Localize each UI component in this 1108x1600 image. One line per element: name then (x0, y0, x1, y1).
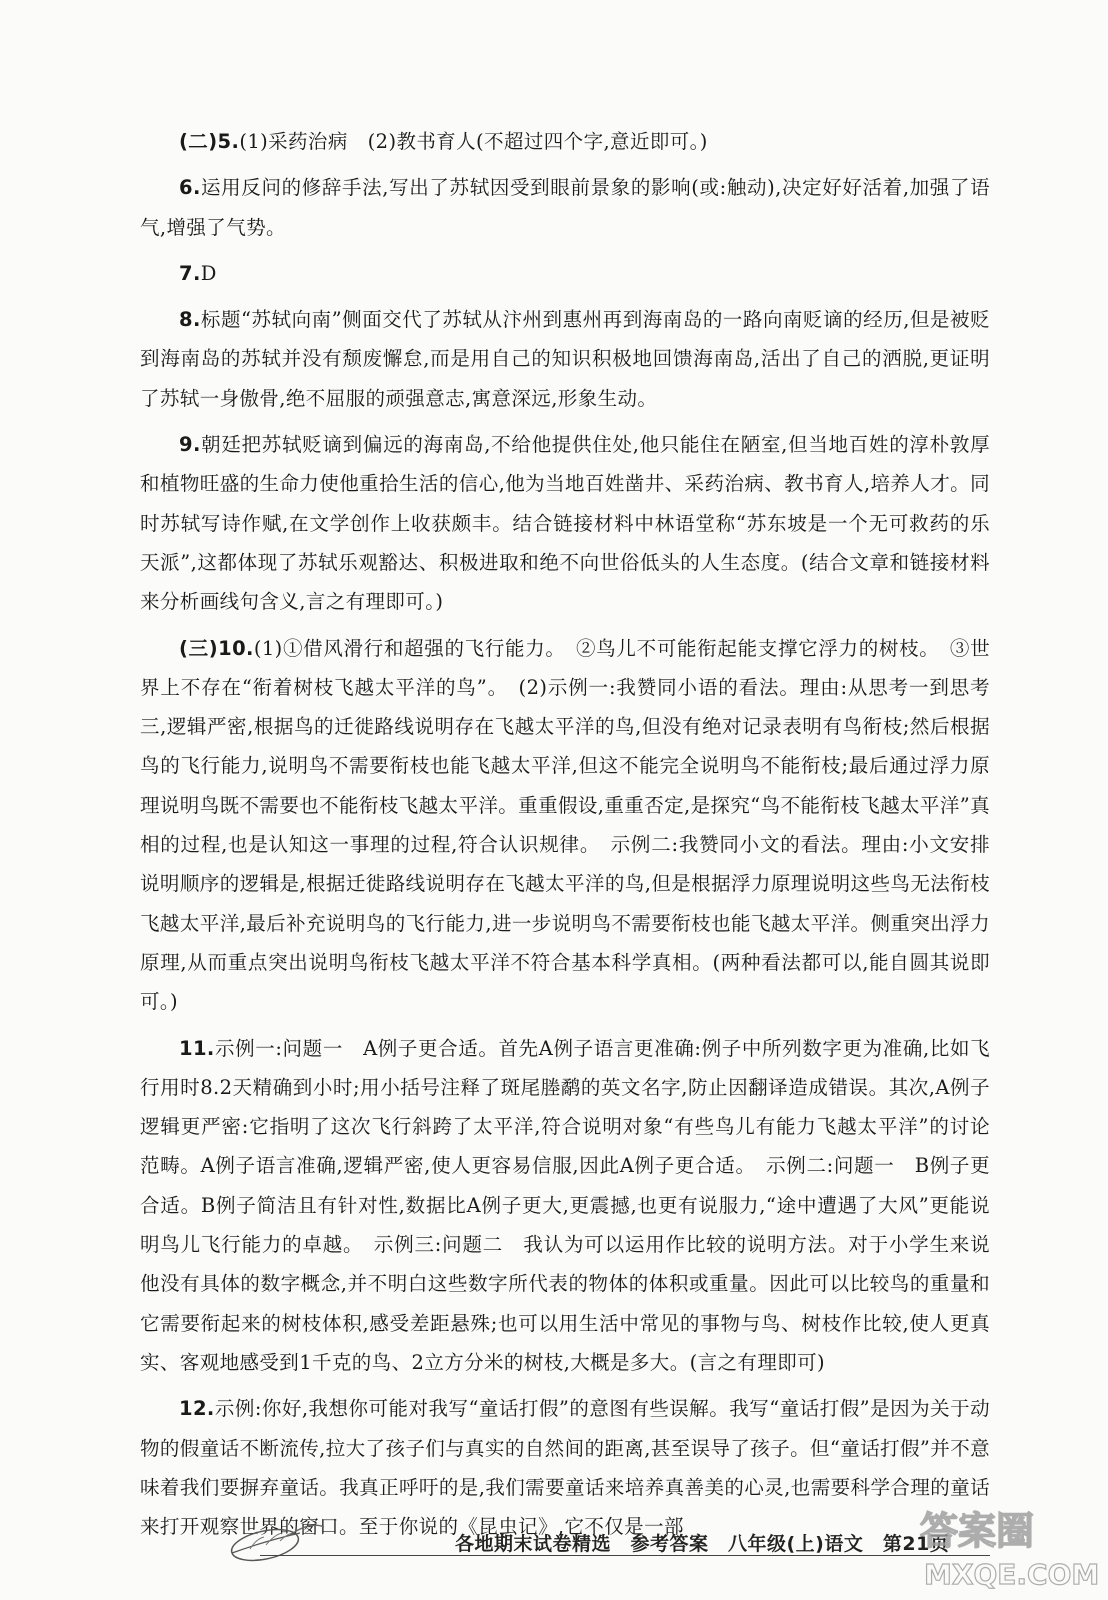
answer-paragraph-11 (140, 1029, 990, 1383)
watermark-brand: 答案圈 (920, 1509, 1035, 1553)
question-number: 7. (179, 261, 201, 285)
leaf-ornament-icon (220, 1511, 330, 1571)
answer-paragraph-5 (140, 122, 990, 161)
answer-text: D (200, 261, 217, 285)
question-number: (二)5. (179, 130, 240, 153)
answer-content (140, 122, 990, 1546)
answer-text: (1)①借风滑行和超强的飞行能力。 ②鸟儿不可能衔起能支撑它浮力的树枝。 ③世界上不存在“衔着树枝飞越太平洋的鸟”。 (2)示例一:我赞同小语的看法。理由:从思考一到思考三,逻辑严密,根据鸟的迁徙路线说明存在飞越太平洋的鸟,但没有绝对记录表明有鸟衔枝;然后根据鸟的飞行能力,说明鸟不需要衔枝也能飞越太平洋,但这不能完全说明鸟不能衔枝;最后通过浮力原理说明鸟既不需要也不能衔枝飞越太平洋。重重假设,重重否定,是探究“鸟不能衔枝飞越太平洋”真相的过程,也是认知这一事理的过程,符合认识规律。 示例二:我赞同小文的看法。理由:小文安排说明顺序的逻辑是,根据迁徙路线说明存在飞越太平洋的鸟,但是根据浮力原理说明这些鸟无法衔枝飞越太平洋,最后补充说明鸟的飞行能力,进一步说明鸟不需要衔枝也能飞越太平洋。侧重突出浮力原理,从而重点突出说明鸟衔枝飞越太平洋不符合基本科学真相。(两种看法都可以,能自圆其说即可。) (140, 636, 990, 1014)
question-number: 12. (179, 1397, 215, 1421)
answer-text: 示例一:问题一 A例子更合适。首先A例子语言更准确:例子中所列数字更为准确,比如飞行用时8.2天精确到小时;用小括号注释了斑尾塍鹬的英文名字,防止因翻译造成错误。其次,A例子逻辑更严密:它指明了这次飞行斜跨了太平洋,符合说明对象“有些鸟儿有能力飞越太平洋”的讨论范畴。A例子语言准确,逻辑严密,使人更容易信服,因此A例子更合适。 示例二:问题一 B例子更合适。B例子简洁且有针对性,数据比A例子更大,更震撼,也更有说服力,“途中遭遇了大风”更能说明鸟儿飞行能力的卓越。 示例三:问题二 我认为可以运用作比较的说明方法。对于小学生来说他没有具体的数字概念,并不明白这些数字所代表的物体的体积或重量。因此可以比较鸟的重量和它需要衔起来的树枝体积,感受差距悬殊;也可以用生活中常见的事物与鸟、树枝作比较,使人更真实、客观地感受到1千克的鸟、2立方分米的树枝,大概是多大。(言之有理即可) (140, 1036, 990, 1374)
answer-text: (1)采药治病 (2)教书育人(不超过四个字,意近即可。) (239, 130, 708, 153)
question-number: 6. (179, 176, 201, 200)
question-number: 8. (179, 308, 201, 332)
answer-paragraph-9 (140, 425, 990, 621)
answer-paragraph-6 (140, 168, 990, 247)
watermark-logo (890, 1500, 1105, 1600)
answer-text: 运用反问的修辞手法,写出了苏轼因受到眼前景象的影响(或:触动),决定好好活着,加强了语气,增强了气势。 (140, 176, 990, 239)
question-number: (三)10. (179, 636, 254, 660)
answer-text: 示例:你好,我想你可能对我写“童话打假”的意图有些误解。我写“童话打假”是因为关于动物的假童话不断流传,拉大了孩子们与真实的自然间的距离,甚至误导了孩子。但“童话打假”并不意味着我们要摒弃童话。我真正呼吁的是,我们需要童话来培养真善美的心灵,也需要科学合理的童话来打开观察世界的窗口。至于你说的《昆虫记》,它不仅是一部 (140, 1397, 990, 1539)
answer-paragraph-10 (140, 629, 990, 1022)
watermark-domain: MXQE.COM (924, 1558, 1100, 1591)
answer-text: 朝廷把苏轼贬谪到偏远的海南岛,不给他提供住处,他只能住在陋室,但当地百姓的淳朴敦厚和植物旺盛的生命力使他重拾生活的信心,他为当地百姓凿井、采药治病、教书育人,培养人才。同时苏轼写诗作赋,在文学创作上收获颇丰。结合链接材料中林语堂称“苏东坡是一个无可救药的乐天派”,这都体现了苏轼乐观豁达、积极进取和绝不向世俗低头的人生态度。(结合文章和链接材料来分析画线句含义,言之有理即可。) (140, 433, 990, 614)
answer-paragraph-7 (140, 254, 990, 293)
footer-label: 各地期末试卷精选 参考答案 八年级(上)语文 第21页 (455, 1533, 950, 1555)
answer-text: 标题“苏轼向南”侧面交代了苏轼从汴州到惠州再到海南岛的一路向南贬谪的经历,但是被贬到海南岛的苏轼并没有颓废懈怠,而是用自己的知识积极地回馈海南岛,活出了自己的洒脱,更证明了苏轼一身傲骨,绝不屈服的顽强意志,寓意深远,形象生动。 (140, 308, 990, 410)
question-number: 9. (179, 433, 201, 457)
question-number: 11. (179, 1036, 215, 1060)
page-footer (200, 1523, 990, 1563)
answer-paragraph-8 (140, 300, 990, 418)
